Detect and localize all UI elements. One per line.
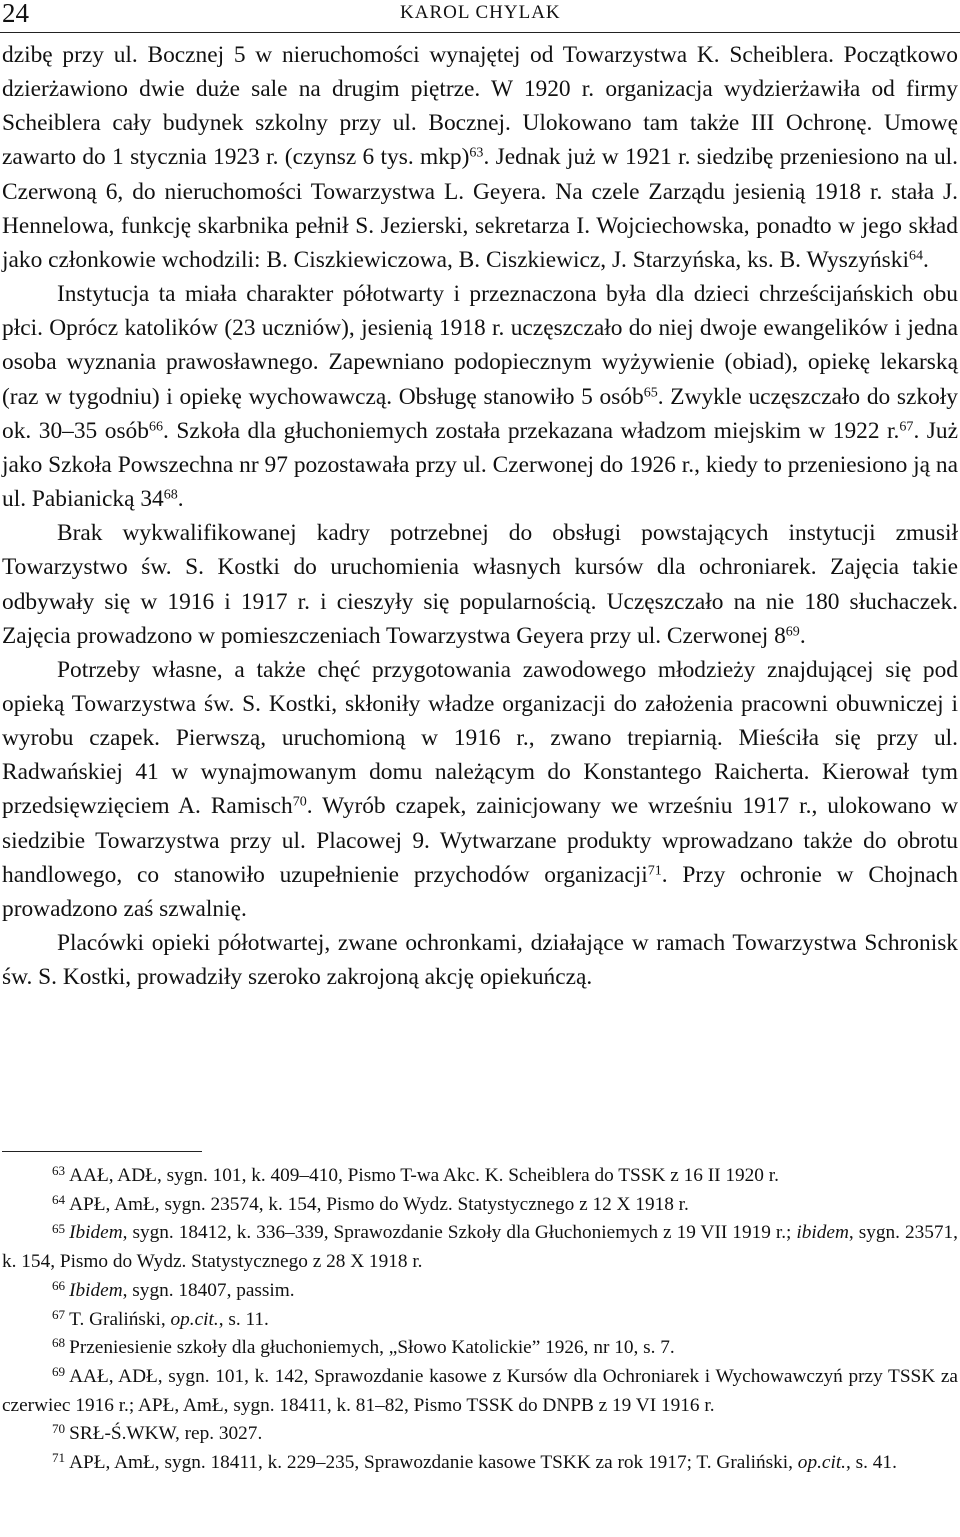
- footnote-number: 65: [52, 1220, 66, 1236]
- footnote-reference: 64: [908, 247, 924, 264]
- text-segment: . Jednak już w 1921 r. siedzibę przeniesiono na ul. Czerwoną 6, do nieruchomości Towarzystwa L. Geyera. Na czele Zarządu jesienią 1918 r. stała J. Hennelowa, funkcję skarbnika pełnił S. Jezierski, sekretarza I. Wojciechowska, ponadto w jego skład jako członkowie wchodzili: B. Ciszkiewiczowa, B. Ciszkiewicz, J. Starzyńska, ks. B. Wyszyński: [2, 144, 958, 273]
- page-number: 24: [2, 0, 29, 28]
- footnote-text: T. Graliński,: [69, 1308, 171, 1330]
- footnote-text: Przeniesienie szkoły dla głuchoniemych, „Słowo Katolickie” 1926, nr 10, s. 7.: [69, 1337, 675, 1359]
- text-segment: . Przy ochronie w Chojnach prowadzono zaś szwalnię.: [2, 861, 958, 922]
- footnote-reference: 70: [292, 793, 307, 810]
- footnote-text: AAŁ, ADŁ, sygn. 101, k. 142, Sprawozdanie kasowe z Kursów dla Ochroniarek i Wychowawczyń przy TSSK za czerwiec 1916 r.; APŁ, AmŁ, sygn. 18411, k. 81–82, Pismo TSSK do DNPB z 19 VI 1916 r.: [2, 1365, 958, 1416]
- footnote: [2, 1219, 958, 1276]
- text-segment: .: [177, 486, 184, 513]
- footnote-reference: 66: [148, 418, 163, 434]
- page-header: [0, 0, 960, 40]
- text-segment: . Już jako Szkoła Powszechna nr 97 pozostawała przy ul. Czerwonej do 1926 r., kiedy to przeniesiono ją na ul. Pabianicką 34: [2, 417, 958, 513]
- footnote-reference: 65: [643, 383, 658, 400]
- footnotes: [2, 1162, 958, 1478]
- footnote-reference: 71: [647, 862, 662, 879]
- footnote-text: , sygn. 18412, k. 336–339, Sprawozdanie Szkoły dla Głuchoniemych z 19 VII 1919 r.;: [122, 1222, 797, 1244]
- footnote-number: 64: [52, 1191, 66, 1207]
- footnote-text: , sygn. 18407, passim.: [122, 1279, 295, 1301]
- footnote-italic-text: ibidem: [796, 1222, 849, 1244]
- footnote-italic-text: Ibidem: [69, 1279, 123, 1301]
- running-head: KAROL CHYLAK: [400, 2, 561, 23]
- footnote: [2, 1420, 958, 1449]
- footnote-number: 71: [52, 1450, 66, 1466]
- footnote-text: SRŁ-Ś.WKW, rep. 3027.: [69, 1423, 263, 1445]
- footnote-number: 69: [52, 1364, 66, 1380]
- text-segment: . Zwykle uczęszczało do szkoły ok. 30–35 osób: [2, 383, 958, 444]
- text-segment: Placówki opieki półotwartej, zwane ochronkami, działające w ramach Towarzystwa Schronisk św. S. Kostki, prowadziły szeroko zakrojoną akcję opiekuńczą.: [2, 930, 958, 991]
- paragraph: [2, 653, 958, 926]
- paragraph: [2, 926, 958, 994]
- paragraph: [2, 38, 958, 277]
- footnote: [2, 1191, 958, 1220]
- footnote-text: , s. 41.: [846, 1452, 897, 1474]
- footnote-italic-text: Ibidem: [69, 1222, 123, 1244]
- text-segment: Potrzeby własne, a także chęć przygotowania zawodowego młodzieży znajdującej się pod opieką Towarzystwa św. S. Kostki, skłoniły władze organizacji do założenia pracowni obuwniczej i wyrobu czapek. Pierwszą, uruchomioną w 1916 r., zwano trepiarnią. Mieściła się przy ul. Radwańskiej 41 w wynajmowanym domu należącym do Konstantego Raicherta. Kierował tym przedsięwzięciem A. Ramisch: [2, 656, 958, 820]
- footnote-italic-text: op.cit.: [797, 1452, 846, 1474]
- footnote-number: 66: [52, 1277, 66, 1293]
- footnote: [2, 1363, 958, 1420]
- text-segment: Brak wykwalifikowanej kadry potrzebnej do obsługi powstających instytucji zmusił Towarzystwo św. S. Kostki do uruchomienia własnych kursów dla ochroniarek. Zajęcia takie odbywały się w 1916 i 1917 r. i cieszyły się popularnością. Uczęszczało na nie 180 słuchaczek. Zajęcia prowadzono w pomieszczeniach Towarzystwa Geyera przy ul. Czerwonej 8: [2, 520, 958, 649]
- text-segment: .: [799, 622, 806, 649]
- text-segment: . Wyrób czapek, zainicjowany we wrześniu 1917 r., ulokowano w siedzibie Towarzystwa przy ul. Placowej 9. Wytwarzane produkty wprowadzano także do obrotu handlowego, co stanowiło uzupełnienie przychodów organizacji: [2, 793, 958, 888]
- footnote-text: AAŁ, ADŁ, sygn. 101, k. 409–410, Pismo T-wa Akc. K. Scheiblera do TSSK z 16 II 1920 r.: [69, 1165, 779, 1186]
- footnote: [2, 1334, 958, 1363]
- footnote: [2, 1449, 958, 1478]
- footnote-text: APŁ, AmŁ, sygn. 23574, k. 154, Pismo do Wydz. Statystycznego z 12 X 1918 r.: [69, 1193, 689, 1215]
- footnote-reference: 67: [899, 418, 914, 434]
- footnote-reference: 63: [469, 144, 484, 161]
- text-segment: .: [923, 246, 929, 273]
- footnote-number: 70: [52, 1421, 66, 1437]
- text-segment: Instytucja ta miała charakter półotwarty i przeznaczona była dla dzieci chrześcijańskich obu płci. Oprócz katolików (23 uczniów), jesienią 1918 r. uczęszczało do niej dwoje ewangelików i jedna osoba wyznania prawosławnego. Zapewniano podopiecznym wyżywienie (obiad), opiekę lekarską (raz w tygodniu) i opiekę wychowawczą. Obsługę stanowiło 5 osób: [2, 281, 958, 410]
- paragraph: [2, 516, 958, 653]
- footnote-reference: 68: [163, 486, 178, 503]
- footnote: [2, 1306, 958, 1335]
- footnote-divider: [2, 1151, 202, 1152]
- footnote: [2, 1277, 958, 1306]
- footnote: [2, 1162, 958, 1191]
- paragraph: [2, 277, 958, 516]
- footnote-text: APŁ, AmŁ, sygn. 18411, k. 229–235, Sprawozdanie kasowe TSKK za rok 1917; T. Graliński,: [69, 1452, 798, 1474]
- footnote-number: 68: [52, 1335, 66, 1351]
- footnote-italic-text: op.cit.: [170, 1308, 219, 1330]
- footnote-number: 67: [52, 1306, 66, 1322]
- text-segment: . Szkoła dla głuchoniemych została przekazana władzom miejskim w 1922 r.: [162, 417, 900, 444]
- header-divider: [0, 32, 960, 33]
- text-segment: dzibę przy ul. Bocznej 5 w nieruchomości wynajętej od Towarzystwa K. Scheiblera. Początkowo dzierżawiono dwie duże sale na drugim piętrze. W 1920 r. organizacja wydzierżawiła od firmy Scheiblera cały budynek szkolny przy ul. Bocznej. Ulokowano tam także III Ochronę. Umowę zawarto do 1 stycznia 1923 r. (czynsz 6 tys. mkp): [2, 42, 958, 171]
- footnote-number: 63: [52, 1163, 66, 1179]
- main-text: [2, 38, 958, 994]
- footnote-text: , sygn. 23571, k. 154, Pismo do Wydz. Statystycznego z 28 X 1918 r.: [2, 1222, 959, 1273]
- footnote-text: , s. 11.: [218, 1308, 269, 1330]
- footnote-reference: 69: [785, 622, 800, 639]
